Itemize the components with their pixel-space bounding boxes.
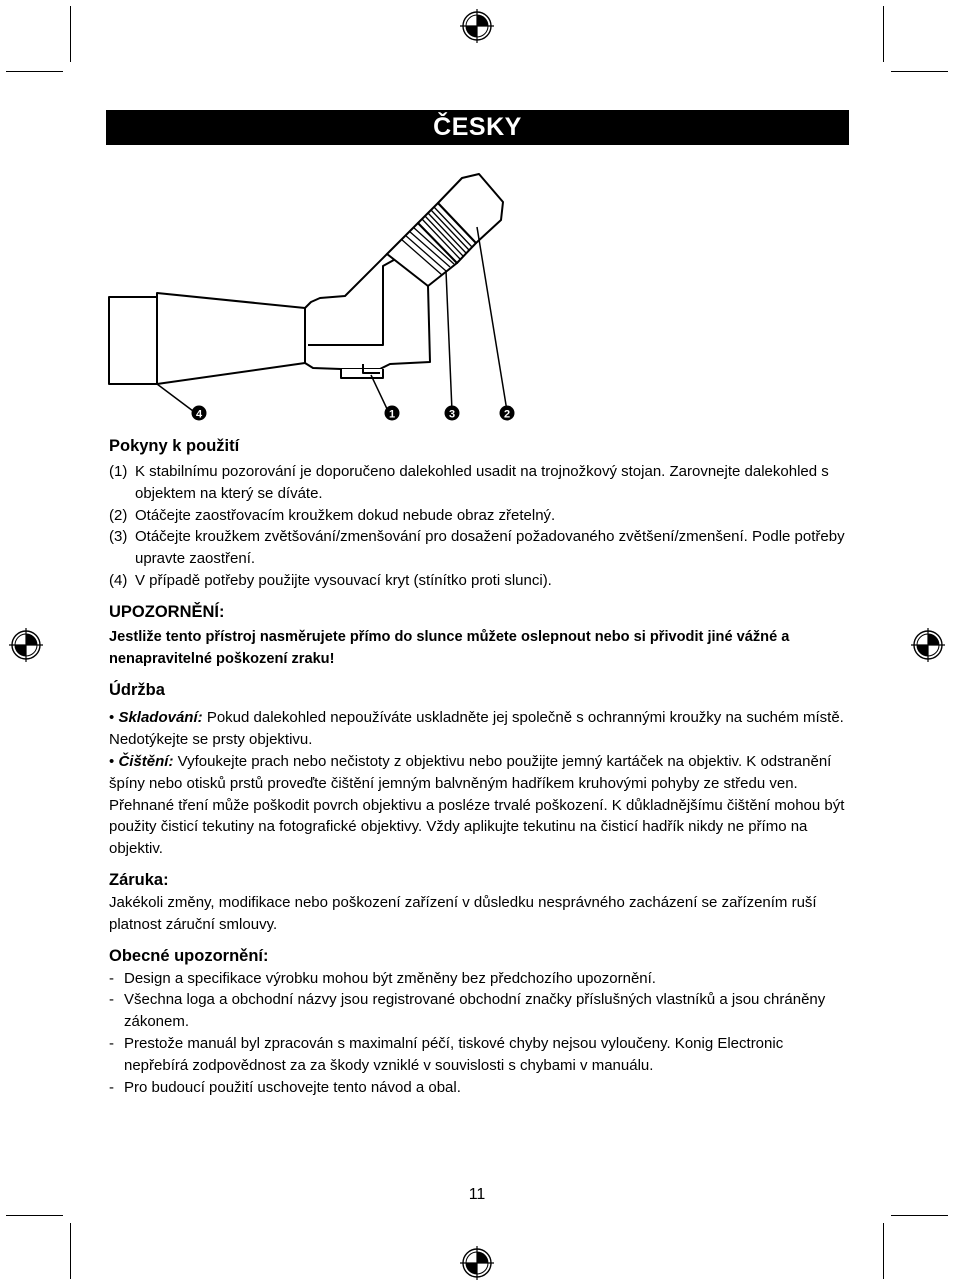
warranty-section (109, 870, 849, 936)
callout-label: 3 (448, 408, 456, 421)
usage-item (109, 505, 849, 527)
item-number: (2) (109, 506, 128, 524)
banner-title: ČESKY (433, 113, 522, 141)
callout-label: 4 (195, 408, 203, 421)
item-text: Všechna loga a obchodní názvy jsou registrované obchodní značky příslušných vlastníků a jsou chráněny zákonem. (124, 991, 826, 1031)
storage-text: Pokud dalekohled nepoužíváte uskladněte jej společně s ochrannými kroužky na suchém místě. Nedotýkejte se prsty objektivu. (109, 709, 844, 749)
warning-text: Jestliže tento přístroj nasměrujete přímo do slunce můžete oslepnout nebo si přivodit jiné vážné a nenapravitelné poškození zraku! (109, 628, 790, 667)
registration-mark-icon (911, 628, 945, 662)
maintenance-heading: Údržba (109, 681, 165, 700)
maintenance-item-storage (109, 707, 849, 751)
crop-mark (70, 6, 71, 62)
dash: - (109, 1078, 114, 1096)
usage-item (109, 461, 849, 505)
callout-2-badge (500, 406, 515, 421)
general-section (109, 946, 849, 1099)
usage-heading: Pokyny k použití (109, 437, 240, 455)
item-number: (3) (109, 528, 128, 546)
item-text: Design a specifikace výrobku mohou být změněny bez předchozího upozornění. (124, 969, 656, 987)
callout-4-badge (192, 406, 207, 421)
general-item (109, 1077, 849, 1099)
crop-mark (891, 1215, 948, 1216)
spotting-scope-diagram (105, 165, 525, 427)
general-item (109, 1033, 849, 1077)
callout-label: 1 (388, 408, 396, 421)
general-item (109, 989, 849, 1033)
maintenance-item-cleaning (109, 751, 849, 860)
callout-3-badge (445, 406, 460, 421)
registration-mark-icon (460, 9, 494, 43)
maintenance-section (109, 680, 849, 860)
callout-label: 2 (503, 408, 511, 421)
item-text: V případě potřeby použijte vysouvací kryt (stínítko proti slunci). (135, 571, 552, 589)
item-number: (4) (109, 571, 128, 589)
item-text: Otáčejte zaostřovacím kroužkem dokud nebude obraz zřetelný. (135, 506, 556, 524)
cleaning-label: Čištění: (118, 752, 174, 770)
item-text: Otáčejte kroužkem zvětšování/zmenšování pro dosažení požadovaného zvětšení/zmenšení. Podle potřeby upravte zaostření. (135, 528, 845, 568)
crop-mark (6, 1215, 63, 1216)
main-tube-part (157, 293, 305, 384)
crop-mark (6, 71, 63, 72)
usage-section (109, 436, 849, 592)
item-number: (1) (109, 463, 128, 480)
dash: - (109, 991, 114, 1009)
page-number: 11 (468, 1186, 486, 1203)
manual-content (109, 436, 849, 1108)
registration-mark-icon (9, 628, 43, 662)
warning-section (109, 602, 849, 671)
item-text: K stabilnímu pozorování je doporučeno dalekohled usadit na trojnožkový stojan. Zarovnejte dalekohled s objektem na který se díváte. (135, 463, 829, 502)
crop-mark (70, 1223, 71, 1279)
item-text: Pro budoucí použití uschovejte tento návod a obal. (124, 1078, 461, 1096)
dash: - (109, 969, 114, 987)
sunshade-part (109, 297, 157, 384)
warning-heading: UPOZORNĚNÍ: (109, 602, 225, 621)
general-heading: Obecné upozornění: (109, 946, 269, 965)
cleaning-text: Vyfoukejte prach nebo nečistoty z objektivu nebo použijte jemný kartáček na objektiv. K odstranění špíny nebo otisků prstů proveďte čištění jemným balvněným hadříkem kruhovými pohyby ze středu ven. Přehnané tření může poškodit povrch objektivu a posléze trvalé poškození. K důkladnějšímu čištění mohou být použity čisticí tekutiny na fotografické objektivy. Vždy aplikujte tekutinu na čisticí hadřík nikdy ne přímo na objektiv. (109, 752, 845, 858)
general-item (109, 968, 849, 990)
warranty-text: Jakékoli změny, modifikace nebo poškození zařízení v důsledku nesprávného zacházení se zařízením ruší platnost záruční smlouvy. (109, 893, 817, 933)
bullet: • (109, 752, 115, 770)
language-banner (106, 110, 849, 145)
callout-1-badge (385, 406, 400, 421)
storage-label: Skladování: (118, 709, 203, 727)
usage-item (109, 570, 849, 592)
warranty-heading: Záruka: (109, 870, 169, 889)
crop-mark (883, 6, 884, 62)
crop-mark (891, 71, 948, 72)
dash: - (109, 1034, 114, 1052)
item-text: Prestože manuál byl zpracován s maximalní péčí, tiskové chyby nejsou vyloučeny. Konig Electronic nepřebírá zodpovědnost za za škody vzniklé v souvislosti s chybami v manuálu. (124, 1034, 784, 1074)
bullet: • (109, 709, 115, 727)
registration-mark-icon (460, 1246, 494, 1280)
usage-item (109, 526, 849, 570)
crop-mark (883, 1223, 884, 1279)
